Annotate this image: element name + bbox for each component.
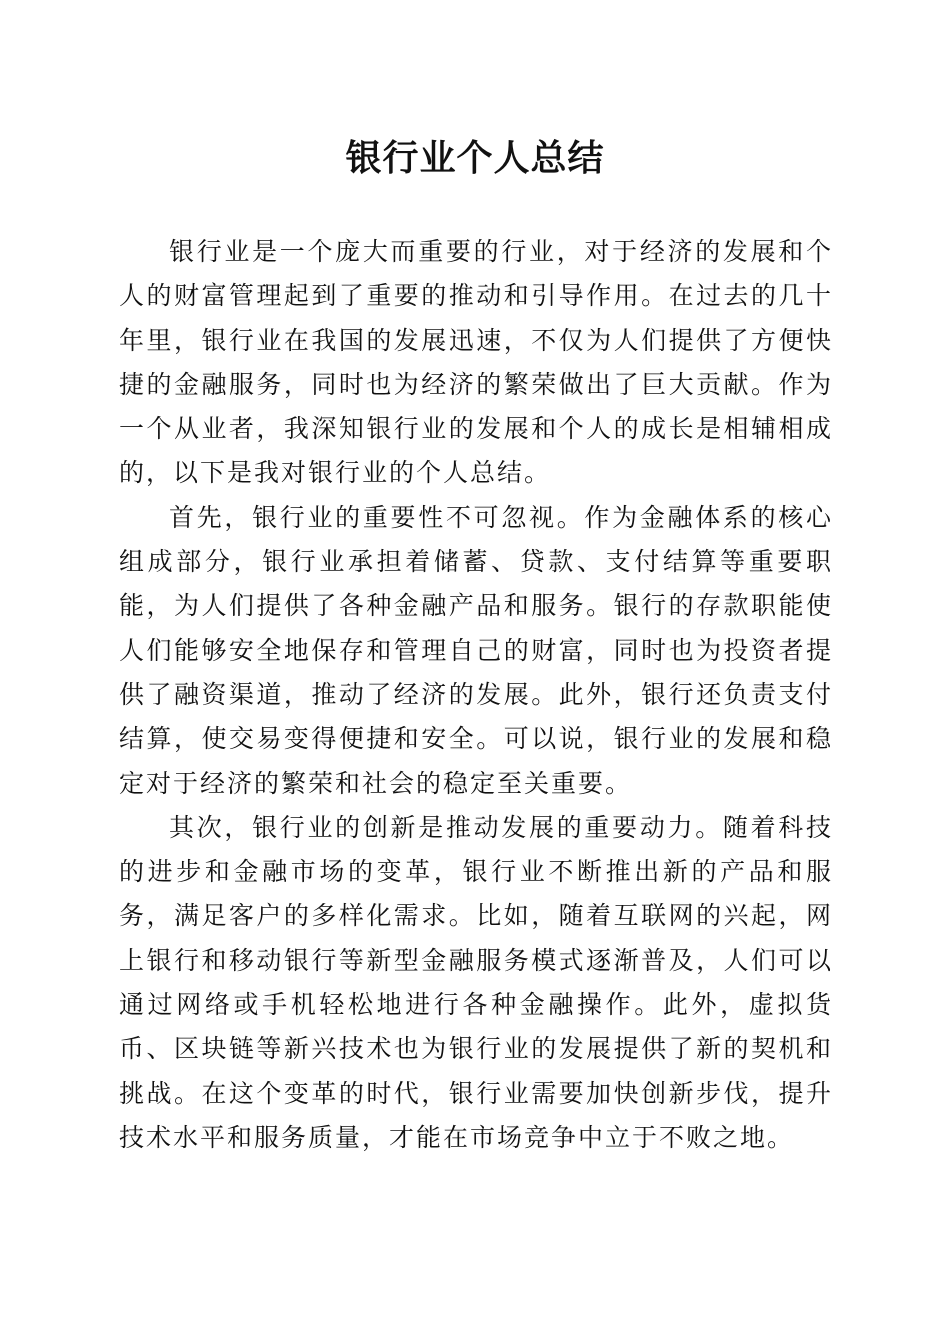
paragraph-importance: 首先，银行业的重要性不可忽视。作为金融体系的核心组成部分，银行业承担着储蓄、贷款、支付结算等重要职能，为人们提供了各种金融产品和服务。银行的存款职能使人们能够安全地保存和管理自己的财富，同时也为投资者提供了融资渠道，推动了经济的发展。此外，银行还负责支付结算，使交易变得便捷和安全。可以说，银行业的发展和稳定对于经济的繁荣和社会的稳定至关重要。 [119, 502, 833, 798]
paragraph-intro: 银行业是一个庞大而重要的行业，对于经济的发展和个人的财富管理起到了重要的推动和引导作用。在过去的几十年里，银行业在我国的发展迅速，不仅为人们提供了方便快捷的金融服务，同时也为经济的繁荣做出了巨大贡献。作为一个从业者，我深知银行业的发展和个人的成长是相辅相成的，以下是我对银行业的个人总结。 [119, 237, 833, 488]
paragraph-innovation: 其次，银行业的创新是推动发展的重要动力。随着科技的进步和金融市场的变革，银行业不断推出新的产品和服务，满足客户的多样化需求。比如，随着互联网的兴起，网上银行和移动银行等新型金融服务模式逐渐普及，人们可以通过网络或手机轻松地进行各种金融操作。此外，虚拟货币、区块链等新兴技术也为银行业的发展提供了新的契机和挑战。在这个变革的时代，银行业需要加快创新步伐，提升技术水平和服务质量，才能在市场竞争中立于不败之地。 [119, 812, 833, 1152]
document-title: 银行业个人总结 [345, 137, 605, 179]
document-body [119, 230, 833, 1160]
